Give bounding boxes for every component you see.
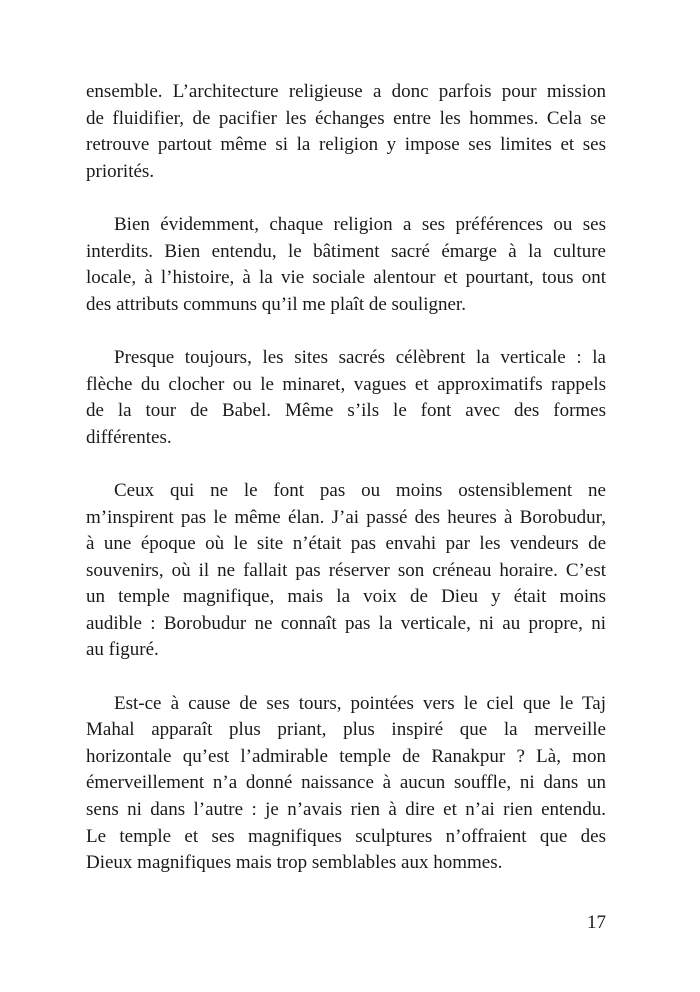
text-line: Est-ce à cause de ses tours, pointées vers le ciel que le Taj	[114, 692, 606, 714]
text-line: flèche du clocher ou le minaret, vagues et approximatifs rappels	[86, 373, 606, 395]
text-line: ensemble. L’architecture religieuse a donc parfois pour mission	[86, 81, 606, 102]
paragraph	[86, 691, 606, 877]
text-line: de fluidifier, de pacifier les échanges entre les hommes. Cela se	[86, 107, 606, 129]
text-line: un temple magnifique, mais la voix de Dieu y était moins	[86, 586, 606, 608]
paragraph	[86, 79, 606, 185]
text-line: Bien évidemment, chaque religion a ses préférences ou ses	[114, 213, 606, 235]
text-line: interdits. Bien entendu, le bâtiment sacré émarge à la culture	[86, 240, 606, 262]
text-line: Le temple et ses magnifiques sculptures n’offraient que des	[86, 825, 606, 847]
text-line: retrouve partout même si la religion y impose ses limites et ses	[86, 134, 606, 156]
paragraph	[86, 212, 606, 318]
text-line: Mahal apparaît plus priant, plus inspiré que la merveille	[86, 719, 606, 741]
text-line: souvenirs, où il ne fallait pas réserver son créneau horaire. C’est	[86, 559, 606, 581]
paragraph	[86, 478, 606, 664]
page-number: 17	[587, 912, 606, 933]
text-line: Presque toujours, les sites sacrés célèbrent la verticale : la	[114, 346, 606, 368]
body-text	[86, 79, 606, 903]
text-line: Dieux magnifiques mais trop semblables aux hommes.	[86, 852, 503, 874]
text-line: différentes.	[86, 426, 172, 448]
text-line: horizontale qu’est l’admirable temple de Ranakpur ? Là, mon	[86, 745, 606, 767]
text-line: m’inspirent pas le même élan. J’ai passé des heures à Borobudur,	[86, 506, 606, 528]
text-line: sens ni dans l’autre : je n’avais rien à dire et n’ai rien entendu.	[86, 799, 606, 821]
text-line: de la tour de Babel. Même s’ils le font avec des formes	[86, 400, 606, 422]
text-line: locale, à l’histoire, à la vie sociale alentour et pourtant, tous ont	[86, 267, 606, 289]
paragraph	[86, 345, 606, 451]
text-line: des attributs communs qu’il me plaît de souligner.	[86, 293, 466, 315]
text-line: à une époque où le site n’était pas envahi par les vendeurs de	[86, 533, 606, 555]
text-line: priorités.	[86, 160, 155, 182]
text-line: au figuré.	[86, 639, 159, 661]
text-line: Ceux qui ne le font pas ou moins ostensiblement ne	[114, 479, 606, 501]
text-line: audible : Borobudur ne connaît pas la verticale, ni au propre, ni	[86, 612, 606, 634]
text-line: émerveillement n’a donné naissance à aucun souffle, ni dans un	[86, 772, 606, 794]
